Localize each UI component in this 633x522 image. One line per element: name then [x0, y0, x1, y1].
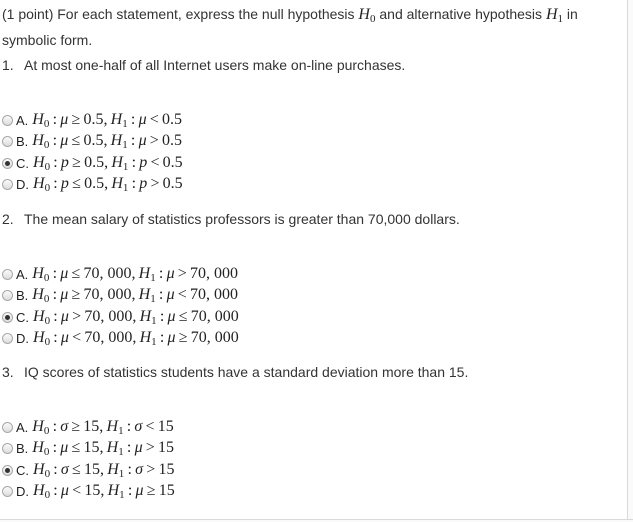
question-1-option-a[interactable] — [2, 110, 182, 131]
question-2-option-c[interactable] — [2, 307, 239, 328]
null-value: 70, 000 — [84, 328, 133, 346]
alt-value: 15 — [157, 418, 174, 435]
question-number: 1. — [2, 57, 14, 73]
alt-relation: < — [145, 418, 155, 435]
option-formula: $H_0$ : μ ≤ 70, 000, $H_1$ : μ > 70, 000 — [32, 265, 239, 284]
radio-button[interactable] — [2, 179, 13, 190]
radio-button[interactable] — [2, 115, 13, 126]
option-letter: A. — [16, 420, 29, 435]
instructions-text-1: For each statement, express the null hypothesis — [57, 6, 355, 22]
option-formula: $H_0$ : μ ≤ 15, $H_1$ : μ > 15 — [32, 439, 175, 459]
alt-variable: σ — [134, 418, 143, 435]
question-3-option-a[interactable] — [2, 417, 174, 438]
alt-variable: μ — [167, 307, 176, 325]
null-variable: μ — [60, 111, 69, 128]
question-number: 3. — [2, 364, 14, 380]
option-formula: $H_0$ : σ ≥ 15, $H_1$ : σ < 15 — [32, 418, 174, 437]
page-scroll-edge — [627, 0, 633, 522]
null-variable: μ — [60, 328, 69, 346]
radio-button[interactable] — [2, 465, 13, 476]
option-formula: $H_0$ : μ > 70, 000, $H_1$ : μ ≤ 70, 000 — [33, 307, 239, 327]
null-relation: ≤ — [71, 265, 81, 282]
option-letter: C. — [16, 462, 29, 478]
null-relation: ≤ — [72, 460, 81, 478]
null-hypothesis-symbol: $H_0$ — [358, 6, 376, 25]
question-text: At most one-half of all Internet users make on-line purchases. — [24, 57, 406, 73]
alt-value: 15 — [158, 481, 175, 499]
null-value: 15 — [83, 418, 100, 435]
alt-relation: ≥ — [146, 481, 156, 499]
option-formula: $H_0$ : μ < 70, 000, $H_1$ : μ ≥ 70, 000 — [33, 328, 239, 348]
question-3-option-d[interactable] — [2, 481, 175, 502]
radio-button[interactable] — [2, 290, 13, 301]
radio-button[interactable] — [2, 443, 13, 454]
alt-relation: > — [145, 439, 155, 457]
alt-value: 15 — [158, 460, 175, 478]
instructions-text-2: and alternative hypothesis — [379, 6, 543, 22]
option-letter: B. — [16, 134, 29, 150]
null-relation: > — [72, 307, 82, 325]
alt-variable: μ — [135, 481, 144, 499]
alt-variable: p — [139, 174, 148, 192]
alt-value: 70, 000 — [190, 286, 239, 304]
null-variable: μ — [60, 265, 69, 282]
null-variable: μ — [60, 286, 69, 304]
alt-variable: μ — [166, 286, 175, 304]
null-relation: ≥ — [71, 286, 81, 304]
question-3-option-c[interactable] — [2, 460, 174, 481]
null-relation: ≤ — [72, 174, 81, 192]
question-1-option-d[interactable] — [2, 174, 183, 195]
null-relation: ≤ — [71, 132, 81, 150]
alt-relation: > — [150, 174, 160, 192]
alt-value: 15 — [158, 439, 175, 457]
alt-variable: μ — [134, 439, 143, 457]
alt-variable: μ — [138, 111, 147, 128]
alt-relation: < — [150, 153, 160, 171]
question-3 — [2, 364, 468, 380]
option-letter: A. — [16, 267, 29, 282]
question-2-option-a[interactable] — [2, 264, 238, 285]
null-value: 70, 000 — [83, 286, 132, 304]
null-variable: p — [60, 153, 69, 171]
alt-value: 70, 000 — [190, 265, 239, 282]
alt-value: 70, 000 — [190, 307, 239, 325]
radio-button[interactable] — [2, 136, 13, 147]
null-value: 70, 000 — [83, 265, 132, 282]
alt-hypothesis-symbol: $H_1$ — [545, 6, 563, 25]
points-label: (1 point) — [2, 6, 54, 22]
alt-variable: μ — [166, 265, 175, 282]
alt-value: 70, 000 — [190, 328, 239, 346]
null-relation: ≥ — [71, 418, 81, 435]
option-formula: $H_0$ : p ≤ 0.5, $H_1$ : p > 0.5 — [33, 174, 183, 194]
radio-button[interactable] — [2, 422, 13, 433]
alt-value: 0.5 — [162, 174, 183, 192]
option-formula: $H_0$ : μ < 15, $H_1$ : μ ≥ 15 — [33, 481, 175, 501]
option-formula: $H_0$ : p ≥ 0.5, $H_1$ : p < 0.5 — [33, 153, 183, 173]
question-1-option-b[interactable] — [2, 131, 182, 152]
alt-relation: ≤ — [178, 307, 188, 325]
alt-value: 0.5 — [162, 132, 183, 150]
alt-variable: σ — [135, 460, 144, 478]
radio-button[interactable] — [2, 269, 13, 280]
question-number: 2. — [2, 211, 14, 227]
null-variable: σ — [60, 418, 69, 435]
null-value: 0.5 — [83, 111, 104, 128]
question-3-option-b[interactable] — [2, 438, 174, 459]
alt-variable: p — [139, 153, 148, 171]
null-relation: ≤ — [71, 439, 81, 457]
alt-relation: ≥ — [178, 328, 188, 346]
option-letter: A. — [16, 113, 29, 128]
problem-instructions — [2, 4, 612, 51]
option-letter: B. — [16, 441, 29, 457]
question-2-option-d[interactable] — [2, 328, 239, 349]
alt-value: 0.5 — [162, 153, 183, 171]
null-variable: μ — [60, 307, 69, 325]
question-1-option-c[interactable] — [2, 153, 183, 174]
alt-relation: > — [149, 132, 159, 150]
null-relation: ≥ — [72, 153, 81, 171]
question-2 — [2, 211, 460, 227]
alt-variable: μ — [167, 328, 176, 346]
radio-button[interactable] — [2, 312, 13, 323]
option-letter: D. — [16, 176, 29, 192]
null-relation: ≥ — [71, 111, 81, 128]
null-variable: μ — [60, 481, 69, 499]
null-relation: < — [72, 328, 82, 346]
null-variable: μ — [60, 132, 69, 150]
null-value: 0.5 — [83, 132, 104, 150]
question-2-option-b[interactable] — [2, 285, 238, 306]
question-text: IQ scores of statistics students have a standard deviation more than 15. — [24, 364, 469, 380]
option-formula: $H_0$ : μ ≤ 0.5, $H_1$ : μ > 0.5 — [32, 132, 183, 152]
option-letter: C. — [16, 155, 29, 171]
alt-relation: > — [146, 460, 156, 478]
radio-button[interactable] — [2, 333, 13, 344]
option-letter: C. — [16, 309, 29, 325]
option-formula: $H_0$ : μ ≥ 70, 000, $H_1$ : μ < 70, 000 — [32, 286, 239, 306]
null-value: 70, 000 — [84, 307, 133, 325]
null-variable: σ — [60, 460, 69, 478]
null-variable: μ — [60, 439, 69, 457]
null-value: 0.5 — [84, 174, 105, 192]
instructions-text-3: in symbolic form. — [2, 6, 578, 48]
option-formula: $H_0$ : μ ≥ 0.5, $H_1$ : μ < 0.5 — [32, 111, 183, 130]
option-formula: $H_0$ : σ ≤ 15, $H_1$ : σ > 15 — [33, 460, 175, 480]
alt-relation: < — [149, 111, 159, 128]
null-variable: p — [60, 174, 69, 192]
question-1 — [2, 57, 405, 73]
null-value: 15 — [84, 481, 101, 499]
option-letter: B. — [16, 288, 29, 304]
null-value: 0.5 — [84, 153, 105, 171]
alt-relation: < — [177, 286, 187, 304]
alt-relation: > — [177, 265, 187, 282]
option-letter: D. — [16, 330, 29, 346]
alt-value: 0.5 — [162, 111, 183, 128]
alt-variable: μ — [138, 132, 147, 150]
radio-button[interactable] — [2, 486, 13, 497]
null-value: 15 — [83, 439, 100, 457]
null-value: 15 — [84, 460, 100, 478]
question-text: The mean salary of statistics professors is greater than 70,000 dollars. — [24, 211, 460, 227]
null-relation: < — [72, 481, 82, 499]
option-letter: D. — [16, 483, 29, 499]
radio-button[interactable] — [2, 158, 13, 169]
